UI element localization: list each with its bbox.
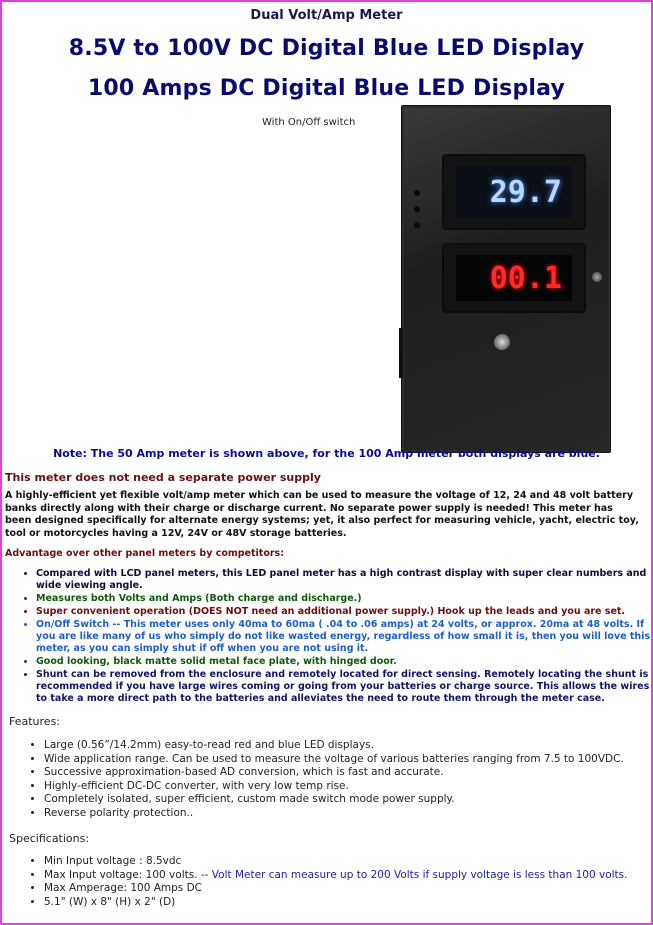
specifications-label: Specifications: (9, 832, 90, 845)
list-item: • 5.1" (W) x 8" (H) x 2" (D) (44, 896, 653, 910)
list-item: • Compared with LCD panel meters, this LED panel meter has a high contrast display with super clear numbers and wide viewing angle. (36, 568, 653, 593)
page-subtitle: Dual Volt/Amp Meter (250, 8, 403, 23)
list-item: • Min Input voltage : 8.5vdc (44, 855, 653, 869)
list-item: • Shunt can be removed from the enclosure and remotely located for direct sensing. Remotely locating the shunt is recommended if you have large wires coming or going from your batteries or charge source. This allows the wires to take a more direct path to the batteries and alleviates the need to route them through the meter case. (36, 669, 653, 706)
amp-display: 00.1 (456, 255, 572, 301)
list-item: • Measures both Volts and Amps (Both charge and discharge.) (36, 593, 653, 605)
features-label: Features: (9, 715, 61, 728)
page-title-line-2: 100 Amps DC Digital Blue LED Display (87, 76, 566, 101)
indicator-dot (414, 222, 420, 228)
switch-caption: With On/Off switch (262, 117, 356, 128)
amp-display-bezel (442, 243, 586, 313)
meter-photo (401, 105, 611, 453)
advantages-list (20, 568, 653, 706)
section-title-power: This meter does not need a separate power supply (5, 471, 321, 484)
list-item: • Max Amperage: 100 Amps DC (44, 882, 653, 896)
features-list (28, 739, 653, 821)
max-input-text: Max Input voltage: 100 volts. -- (44, 868, 209, 881)
voltage-display: 29.7 (456, 166, 572, 218)
voltage-display-bezel (442, 154, 586, 230)
list-item: • Reverse polarity protection.. (44, 807, 653, 821)
list-item (44, 869, 653, 883)
hinge-icon (399, 328, 403, 378)
list-item: • Large (0.56”/14.2mm) easy-to-read red and blue LED displays. (44, 739, 653, 753)
page-title-line-1: 8.5V to 100V DC Digital Blue LED Display (68, 36, 585, 61)
max-input-note: Volt Meter can measure up to 200 Volts if supply voltage is less than 100 volts. (211, 868, 628, 881)
screw-icon (592, 272, 602, 282)
list-item: • Good looking, black matte solid metal face plate, with hinged door. (36, 656, 653, 668)
specifications-list (28, 855, 653, 909)
list-item: • Wide application range. Can be used to measure the voltage of various batteries ranging from 7.5 to 100VDC. (44, 753, 653, 767)
list-item: • On/Off Switch -- This meter uses only 40ma to 60ma ( .04 to .06 amps) at 24 volts, or approx. 20ma at 48 volts. If you are like many of us who simply do not like wasted energy, regardless of how small it is, then you will love this meter, as you can simply shut if off when you are not using it. (36, 619, 653, 656)
power-switch-icon (494, 334, 510, 350)
list-item: • Super convenient operation (DOES NOT need an additional power supply.) Hook up the leads and you are set. (36, 606, 653, 618)
section-title-advantages: Advantage over other panel meters by competitors: (5, 548, 285, 559)
list-item: • Successive approximation-based AD conversion, which is fast and accurate. (44, 766, 653, 780)
list-item: • Highly-efficient DC-DC converter, with very low temp rise. (44, 780, 653, 794)
description-paragraph: A highly-efficient yet flexible volt/amp meter which can be used to measure the voltage of 12, 24 and 48 volt battery banks directly along with their charge or discharge current. No separate power supply is needed! This meter has been designed specifically for alternate energy systems; yet, it also perfect for measuring vehicle, yacht, electric toy, tool or motorcycles having a 12V, 24V or 48V storage batteries. (5, 490, 639, 539)
indicator-dot (414, 190, 420, 196)
photo-note: Note: The 50 Amp meter is shown above, for the 100 Amp meter both displays are blue. (53, 447, 600, 460)
indicator-dot (414, 206, 420, 212)
list-item: • Completely isolated, super efficient, custom made switch mode power supply. (44, 793, 653, 807)
